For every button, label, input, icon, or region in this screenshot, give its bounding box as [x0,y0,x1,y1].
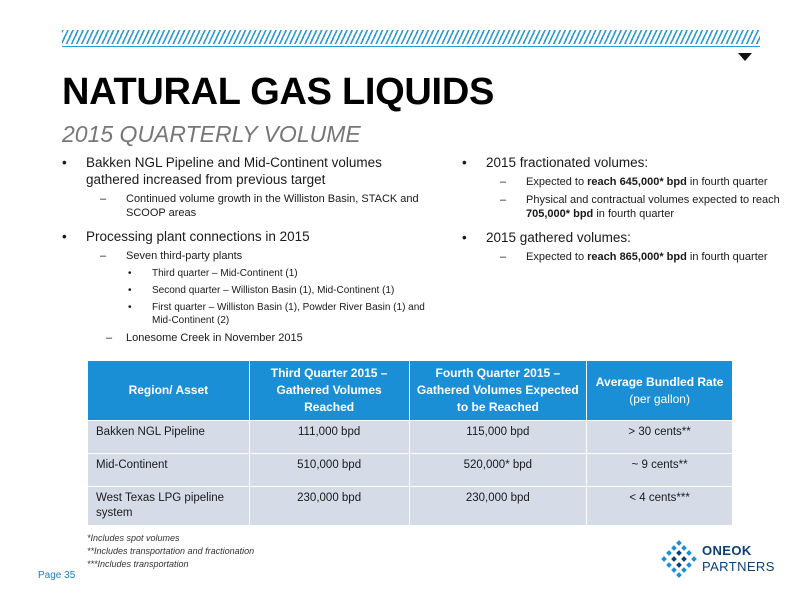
footnote: **Includes transportation and fractionation [87,546,255,556]
table-cell: 520,000* bpd [409,454,587,487]
left-bullet-column [62,154,434,345]
sub-bullet-item: – Expected to reach 865,000* bpd in fourth quarter [462,250,782,264]
footnotes [87,532,254,571]
header-rule [62,46,760,47]
header-hatch-band [62,30,760,44]
table-cell: 230,000 bpd [249,487,409,526]
bullet-item: • 2015 gathered volumes: [462,229,782,246]
fractionated-volume-value: reach 645,000* bpd [587,176,687,188]
sub-bullet-item: – Expected to reach 645,000* bpd in fourth quarter [462,175,782,189]
column-header: Region/ Asset [88,361,250,421]
column-header: Average Bundled Rate (per gallon) [587,361,733,421]
sub-bullet-item: – Physical and contractual volumes expected to reach 705,000* bpd in fourth quarter [462,193,782,221]
table-row [88,487,733,526]
triangle-down-icon [738,53,752,61]
bullet-item: • Bakken NGL Pipeline and Mid-Continent volumes gathered increased from previous target [62,154,434,188]
table-cell: 115,000 bpd [409,421,587,454]
page-title: NATURAL GAS LIQUIDS [62,71,495,113]
column-header: Third Quarter 2015 – Gathered Volumes Reached [249,361,409,421]
table-header-row [88,361,733,421]
table-cell: 230,000 bpd [409,487,587,526]
page-number: Page 35 [38,570,76,581]
sub-bullet-item: – Seven third-party plants [62,249,434,263]
bullet-item: • Processing plant connections in 2015 [62,228,434,245]
footnote: *Includes spot volumes [87,533,180,543]
logo-wordmark: ONEOK PARTNERS [702,543,775,574]
footnote: ***Includes transportation [87,559,189,569]
sub-sub-bullet-item: • Second quarter – Williston Basin (1), Mid-Continent (1) [62,284,434,297]
table-cell: ~ 9 cents** [587,454,733,487]
table-row [88,454,733,487]
bullet-item: • 2015 fractionated volumes: [462,154,782,171]
table-cell: 510,000 bpd [249,454,409,487]
sub-sub-bullet-item: • Third quarter – Mid-Continent (1) [62,267,434,280]
table-cell: < 4 cents*** [587,487,733,526]
table-cell: Mid-Continent [88,454,250,487]
column-header: Fourth Quarter 2015 – Gathered Volumes Expected to be Reached [409,361,587,421]
gathered-volume-value: reach 865,000* bpd [587,251,687,263]
table-cell: Bakken NGL Pipeline [88,421,250,454]
sub-bullet-item: – Lonesome Creek in November 2015 [62,331,434,345]
table-cell: 111,000 bpd [249,421,409,454]
sub-bullet-item: – Continued volume growth in the Williston Basin, STACK and SCOOP areas [62,192,434,220]
physical-volume-value: 705,000* bpd [526,208,594,220]
right-bullet-column [462,154,782,268]
sub-sub-bullet-item: • First quarter – Williston Basin (1), Powder River Basin (1) and Mid-Continent (2) [62,301,434,327]
table-cell: > 30 cents** [587,421,733,454]
company-logo [660,540,775,580]
table-cell: West Texas LPG pipeline system [88,487,250,526]
table-row [88,421,733,454]
volumes-table [87,360,733,526]
page-subtitle: 2015 QUARTERLY VOLUME [62,121,361,147]
oneok-logo-mark-icon [660,540,698,578]
